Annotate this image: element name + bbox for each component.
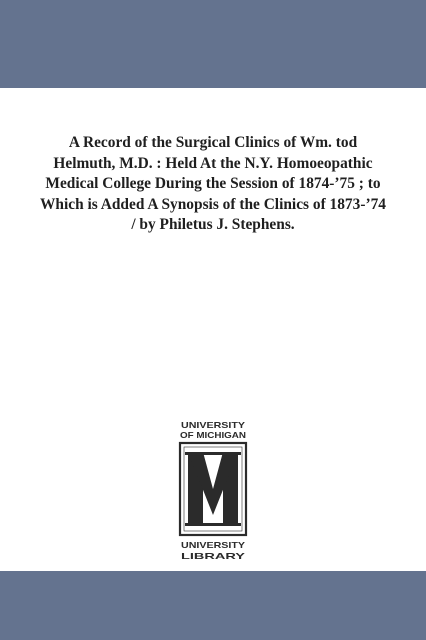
top-color-band: [0, 0, 426, 88]
book-title: A Record of the Surgical Clinics of Wm. tod Helmuth, M.D. : Held At the N.Y. Homoeopathic Medical College During the Session of 1874-’75 ; to Which is Added A Synopsis of the Clinics of 1873-’74 / by Philetus J. Stephens.: [40, 134, 386, 234]
bottom-color-band: [0, 571, 426, 640]
logo-bottom-line2: LIBRARY: [181, 552, 246, 561]
logo-top-line1: UNIVERSITY: [181, 421, 246, 430]
block-m-emblem: [180, 443, 246, 535]
logo-bottom-line1: UNIVERSITY: [181, 541, 246, 550]
logo-top-line2: OF MICHIGAN: [180, 431, 247, 440]
university-of-michigan-library-logo: [178, 419, 248, 564]
